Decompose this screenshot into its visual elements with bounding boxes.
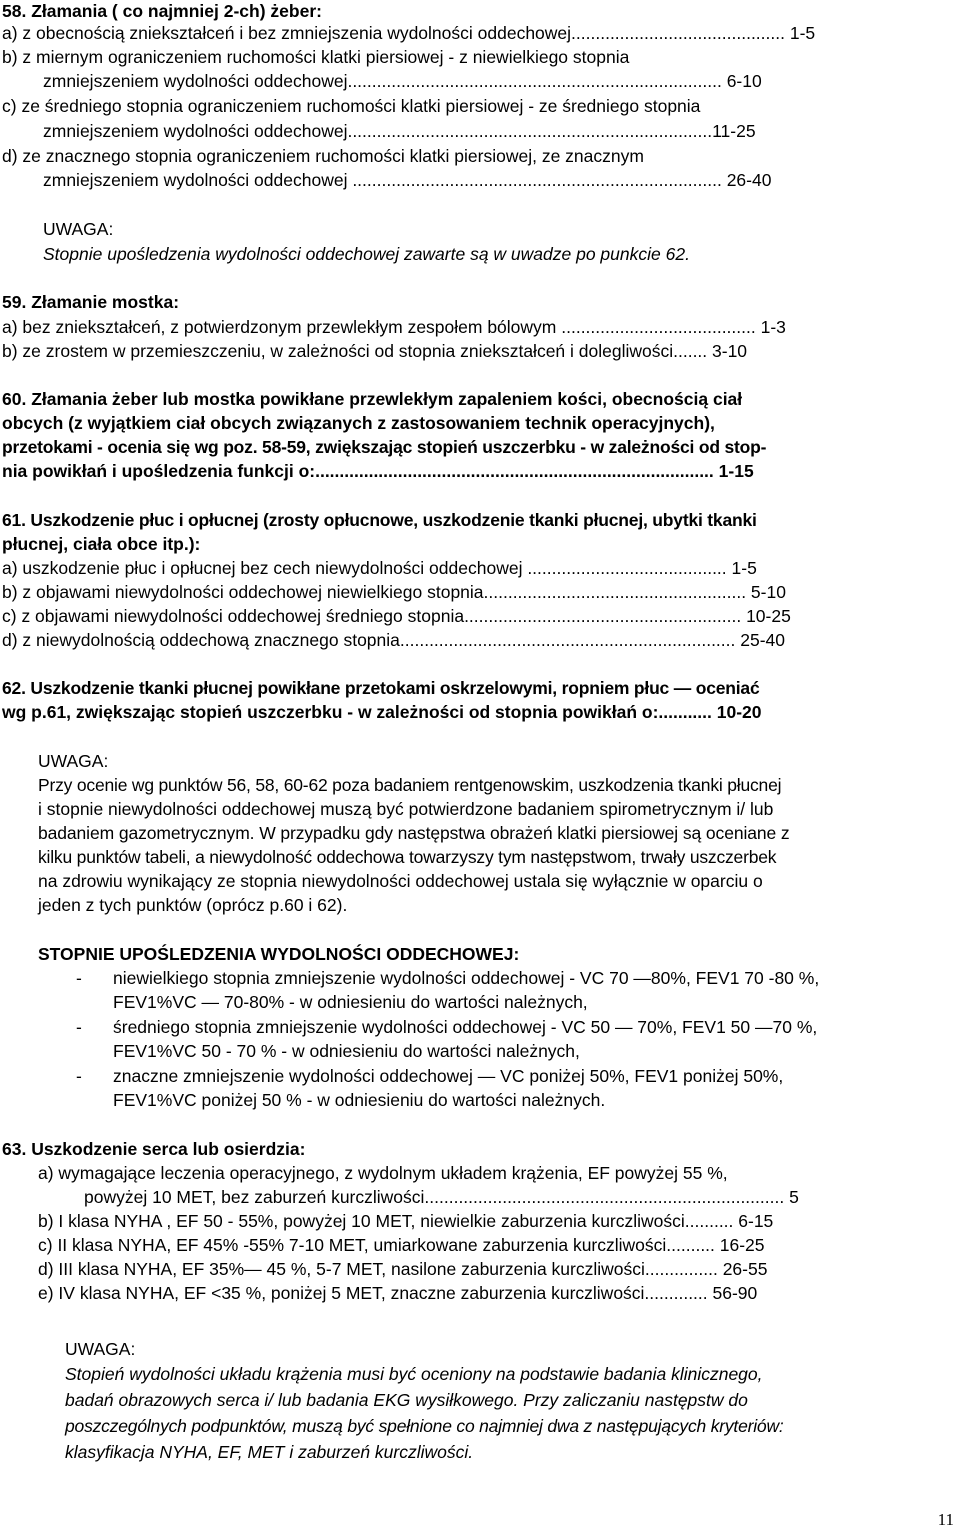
section-58-item-b: b) z miernym ograniczeniem ruchomości klatki piersiowej - z niewielkiego stopnia <box>2 47 630 67</box>
section-59-item-b: b) ze zrostem w przemieszczeniu, w zależności od stopnia zniekształceń i dolegliwości....... 3-10 <box>2 341 748 361</box>
section-58-title: 58. Złamania ( co najmniej 2-ch) żeber: <box>2 1 322 21</box>
section-58-item-b-cont: zmniejszeniem wydolności oddechowej............................................................................. 6-10 <box>43 71 762 91</box>
note-2-label: UWAGA: <box>38 751 109 771</box>
note-2-line-1: Przy ocenie wg punktów 56, 58, 60-62 poza badaniem rentgenowskim, uszkodzenia tkanki płucnej <box>38 775 782 795</box>
respiratory-grades-title: STOPNIE UPOŚLEDZENIA WYDOLNOŚCI ODDECHOWEJ: <box>38 944 520 964</box>
note-2-line-6: jeden z tych punktów (oprócz p.60 i 62). <box>38 895 348 915</box>
note-2-line-3: badaniem gazometrycznym. W przypadku gdy następstwa obrażeń klatki piersiowej są oceniane z <box>38 823 790 843</box>
section-63-item-a: a) wymagające leczenia operacyjnego, z wydolnym układem krążenia, EF powyżej 55 %, <box>38 1163 728 1183</box>
section-63-item-c: c) II klasa NYHA, EF 45% -55% 7-10 MET, umiarkowane zaburzenia kurczliwości.......... 16-25 <box>38 1235 765 1255</box>
note-2-line-5: na zdrowiu wynikający ze stopnia niewydolności oddechowej ustala się wyłącznie w oparciu o <box>38 871 763 891</box>
section-59-item-a: a) bez zniekształceń, z potwierdzonym przewlekłym zespołem bólowym ........................................ 1-3 <box>2 317 786 337</box>
note-2-line-2: i stopnie niewydolności oddechowej muszą być potwierdzone badaniem spirometrycznym i/ lub <box>38 799 774 819</box>
grade-2-line-1: średniego stopnia zmniejszenie wydolności oddechowej - VC 50 — 70%, FEV1 50 —70 %, <box>113 1017 818 1037</box>
note-label: UWAGA: <box>43 219 114 239</box>
section-62-line-2: wg p.61, zwiększając stopień uszczerbku - w zależności od stopnia powikłań o:........... 10-20 <box>2 702 762 722</box>
section-60-line-3: przetokami - ocenia się wg poz. 58-59, zwiększając stopień uszczerbku - w zależności od stop- <box>2 437 767 457</box>
grade-1-line-2: FEV1%VC — 70-80% - w odniesieniu do wartości należnych, <box>113 992 588 1012</box>
grade-1-dash: - <box>76 968 82 988</box>
note-3-line-2: badań obrazowych serca i/ lub badania EKG wysiłkowego. Przy zaliczaniu następstw do <box>65 1390 748 1410</box>
section-61-item-d: d) z niewydolnością oddechową znacznego stopnia..................................................................... 25-40 <box>2 630 785 650</box>
section-61-item-c: c) z objawami niewydolności oddechowej średniego stopnia......................................................... 10-25 <box>2 606 791 626</box>
section-58-item-d-cont: zmniejszeniem wydolności oddechowej ............................................................................ 26-40 <box>43 170 772 190</box>
section-60-line-2: obcych (z wyjątkiem ciał obcych związanych z zastosowaniem technik operacyjnych), <box>2 413 715 433</box>
note-text: Stopnie upośledzenia wydolności oddechowej zawarte są w uwadze po punkcie 62. <box>43 244 690 264</box>
grade-3-line-1: znaczne zmniejszenie wydolności oddechowej — VC poniżej 50%, FEV1 poniżej 50%, <box>113 1066 784 1086</box>
section-58-item-c: c) ze średniego stopnia ograniczeniem ruchomości klatki piersiowej - ze średniego stopnia <box>2 96 701 116</box>
grade-2-dash: - <box>76 1017 82 1037</box>
grade-1-line-1: niewielkiego stopnia zmniejszenie wydolności oddechowej - VC 70 —80%, FEV1 70 -80 %, <box>113 968 820 988</box>
grade-3-dash: - <box>76 1066 82 1086</box>
grade-2-line-2: FEV1%VC 50 - 70 % - w odniesieniu do wartości należnych, <box>113 1041 580 1061</box>
page-number: 11 <box>937 1510 954 1529</box>
note-3-label: UWAGA: <box>65 1339 136 1359</box>
section-63-item-b: b) I klasa NYHA , EF 50 - 55%, powyżej 10 MET, niewielkie zaburzenia kurczliwości.......... 6-15 <box>38 1211 774 1231</box>
section-58-item-d: d) ze znacznego stopnia ograniczeniem ruchomości klatki piersiowej, ze znacznym <box>2 146 644 166</box>
section-59-title: 59. Złamanie mostka: <box>2 292 180 312</box>
note-3-line-1: Stopień wydolności układu krążenia musi być oceniony na podstawie badania klinicznego, <box>65 1364 763 1384</box>
note-3-line-4: klasyfikacja NYHA, EF, MET i zaburzeń kurczliwości. <box>65 1442 474 1462</box>
section-61-title: 61. Uszkodzenie płuc i opłucnej (zrosty opłucnowe, uszkodzenie tkanki płucnej, ubytki tkanki <box>2 510 757 530</box>
note-2-line-4: kilku punktów tabeli, a niewydolność oddechowa towarzyszy tym następstwom, trwały uszczerbek <box>38 847 777 867</box>
grade-3-line-2: FEV1%VC poniżej 50 % - w odniesieniu do wartości należnych. <box>113 1090 606 1110</box>
section-60-line-4: nia powikłań i upośledzenia funkcji o:.................................................................................. 1-15 <box>2 461 754 481</box>
section-63-title: 63. Uszkodzenie serca lub osierdzia: <box>2 1139 306 1159</box>
section-58-item-c-cont: zmniejszeniem wydolności oddechowej...........................................................................11-25 <box>43 121 756 141</box>
note-3-line-3: poszczególnych podpunktów, muszą być spełnione co najmniej dwa z następujących kryteriów: <box>65 1416 784 1436</box>
section-63-item-d: d) III klasa NYHA, EF 35%— 45 %, 5-7 MET, nasilone zaburzenia kurczliwości............... 26-55 <box>38 1259 768 1279</box>
section-62-line-1: 62. Uszkodzenie tkanki płucnej powikłane przetokami oskrzelowymi, ropniem płuc — oceniać <box>2 678 760 698</box>
section-60-line-1: 60. Złamania żeber lub mostka powikłane przewlekłym zapaleniem kości, obecnością ciał <box>2 389 743 409</box>
section-63-item-e: e) IV klasa NYHA, EF <35 %, poniżej 5 MET, znaczne zaburzenia kurczliwości............. 56-90 <box>38 1283 758 1303</box>
section-58-item-a: a) z obecnością zniekształceń i bez zmniejszenia wydolności oddechowej............................................ 1-5 <box>2 23 816 43</box>
section-61-item-b: b) z objawami niewydolności oddechowej niewielkiego stopnia...................................................... 5-10 <box>2 582 786 602</box>
section-63-item-a-cont: powyżej 10 MET, bez zaburzeń kurczliwości.......................................................................... 5 <box>84 1187 799 1207</box>
section-61-item-a: a) uszkodzenie płuc i opłucnej bez cech niewydolności oddechowej ......................................... 1-5 <box>2 558 757 578</box>
section-61-title-cont: płucnej, ciała obce itp.): <box>2 534 201 554</box>
